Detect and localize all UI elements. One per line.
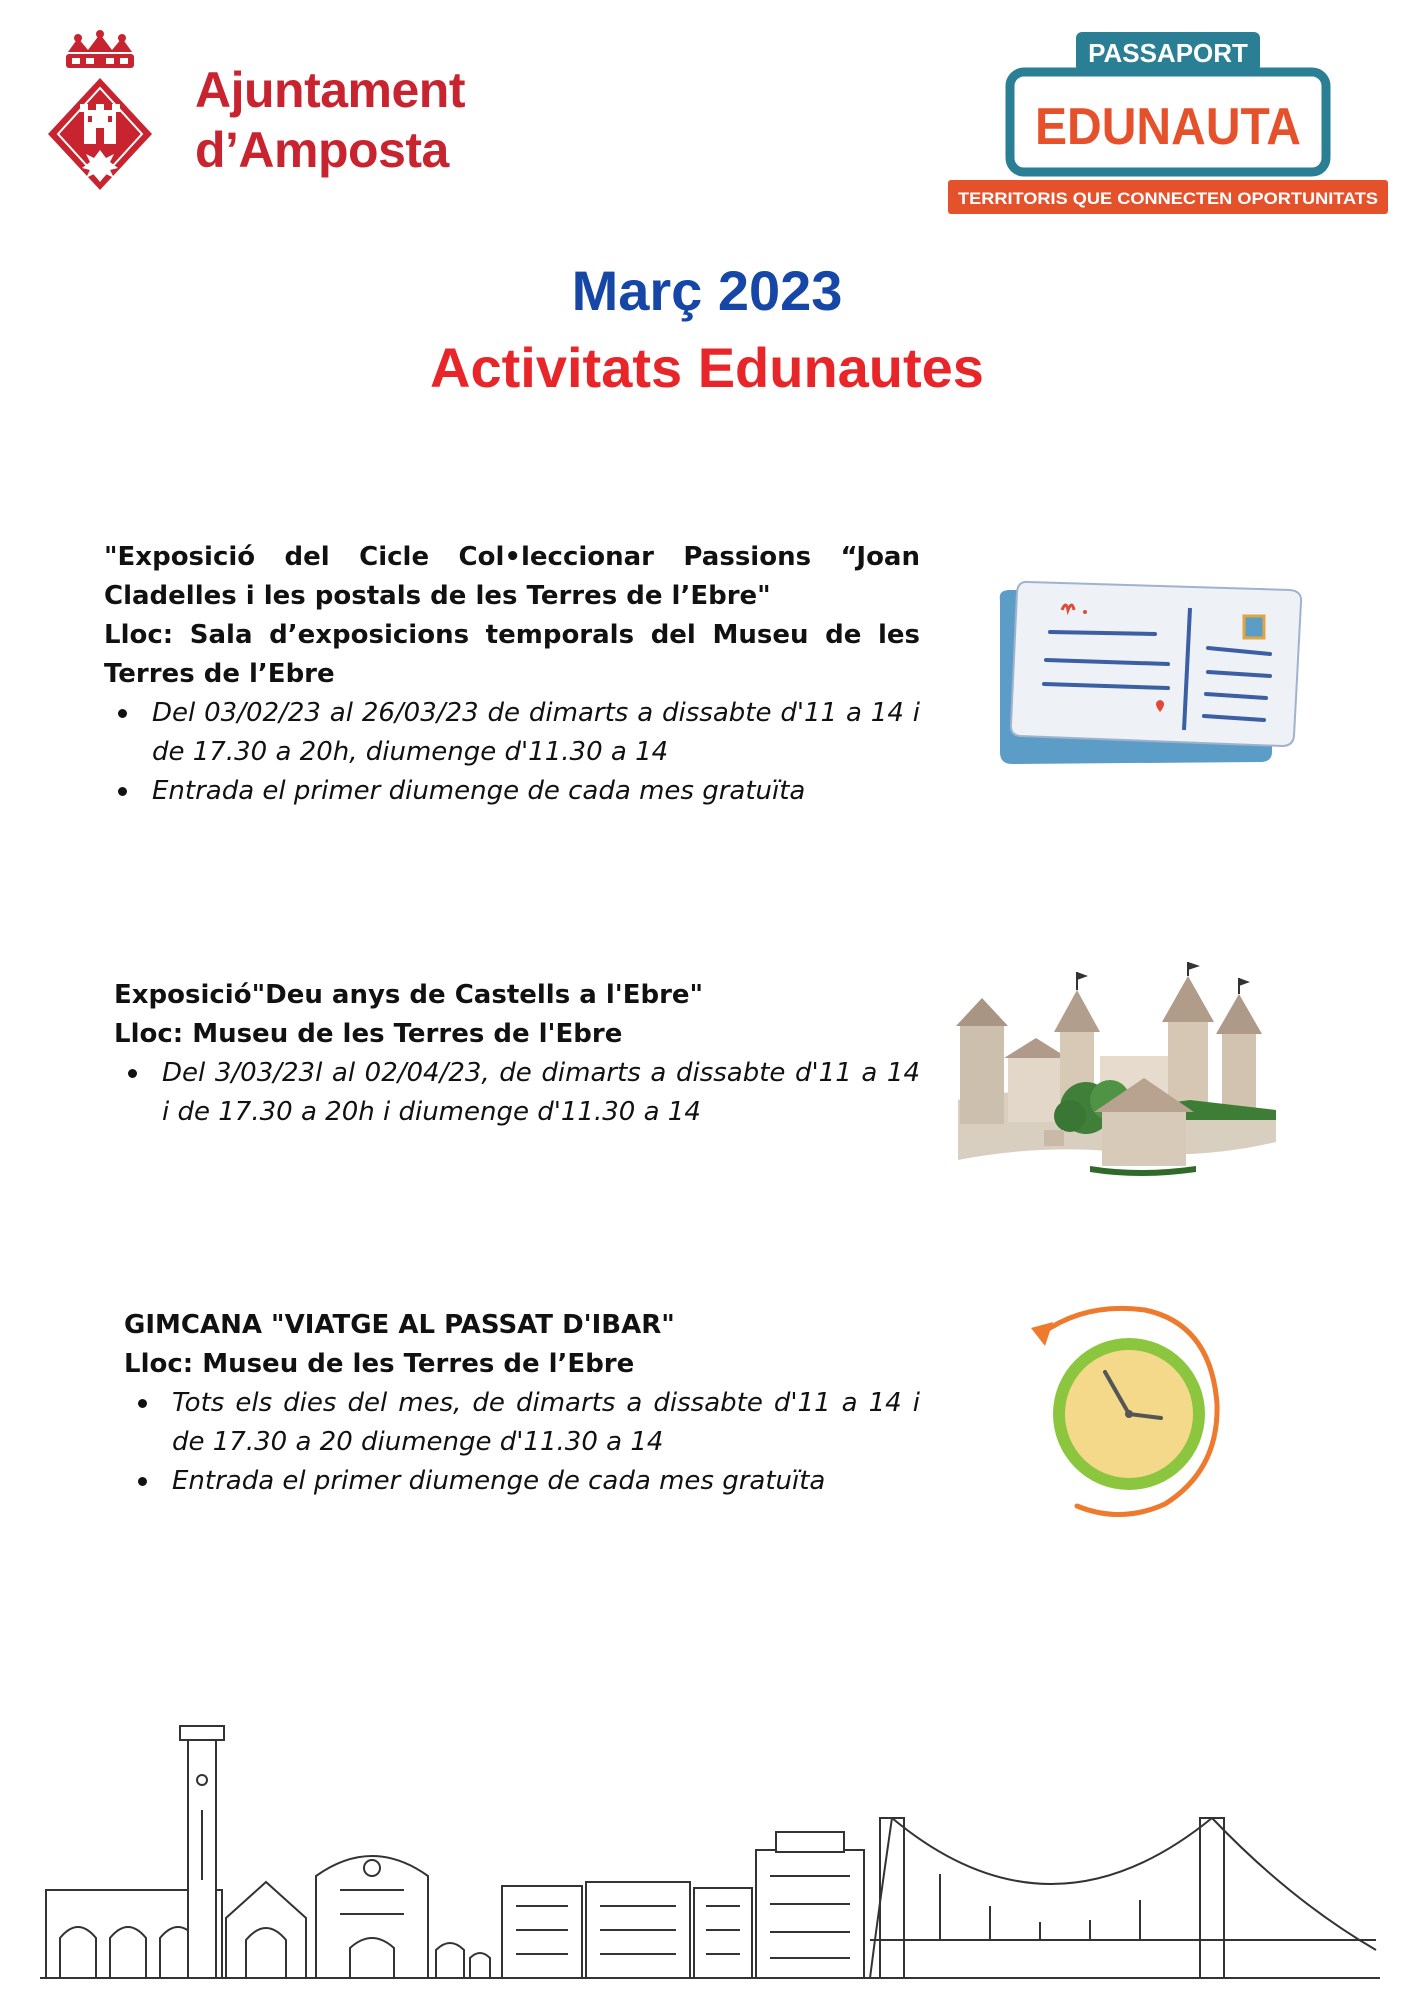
activity-block-1 (104, 538, 920, 811)
activity-location: Lloc: Museu de les Terres de l'Ebre (114, 1019, 623, 1049)
clock-icon (1025, 1300, 1225, 1520)
activity-title: "Exposició del Cicle Col•leccionar Passions “Joan Cladelles i les postals de les Terres de l’Ebre" (104, 542, 920, 611)
activities-heading: Activitats Edunautes (430, 336, 984, 399)
passport-tagline: TERRITORIS QUE CONNECTEN OPORTUNITATS (958, 189, 1378, 208)
activity-detail-item: Tots els dies del mes, de dimarts a dissabte d'11 a 14 i de 17.30 a 20 diumenge d'11.30 a 14 (124, 1384, 920, 1462)
city-skyline-illustration (40, 1700, 1380, 1990)
activity-detail-item: Entrada el primer diumenge de cada mes gratuïta (124, 1462, 920, 1501)
castles-icon (950, 960, 1280, 1180)
passport-edunauta-logo (948, 28, 1388, 218)
activity-detail-item: Del 03/02/23 al 26/03/23 de dimarts a dissabte d'11 a 14 i de 17.30 a 20h, diumenge d'11.30 a 14 (104, 694, 920, 772)
activity-details (124, 1384, 920, 1501)
activity-detail-item: Del 3/03/23l al 02/04/23, de dimarts a dissabte d'11 a 14 i de 17.30 a 20h i diumenge d'11.30 a 14 (114, 1054, 920, 1132)
passport-top-label: PASSAPORT (1088, 38, 1248, 68)
activity-details (114, 1054, 920, 1132)
activity-detail-item: Entrada el primer diumenge de cada mes gratuïta (104, 772, 920, 811)
activity-location: Lloc: Sala d’exposicions temporals del Museu de les Terres de l’Ebre (104, 620, 920, 689)
council-name-line-1: Ajuntament (195, 62, 465, 118)
council-crest-icon (40, 30, 160, 200)
activity-title: Exposició"Deu anys de Castells a l'Ebre" (114, 980, 704, 1010)
month-title: Març 2023 (571, 259, 843, 322)
passport-main-label: EDUNAUTA (1035, 98, 1301, 156)
activity-location: Lloc: Museu de les Terres de l’Ebre (124, 1349, 635, 1379)
activity-block-2 (114, 976, 920, 1132)
council-name-line-2: d’Amposta (195, 122, 449, 178)
council-name (195, 60, 465, 180)
activity-details (104, 694, 920, 811)
activity-block-3 (124, 1306, 920, 1501)
activity-title: GIMCANA "VIATGE AL PASSAT D'IBAR" (124, 1310, 675, 1340)
postcard-icon (990, 560, 1310, 770)
